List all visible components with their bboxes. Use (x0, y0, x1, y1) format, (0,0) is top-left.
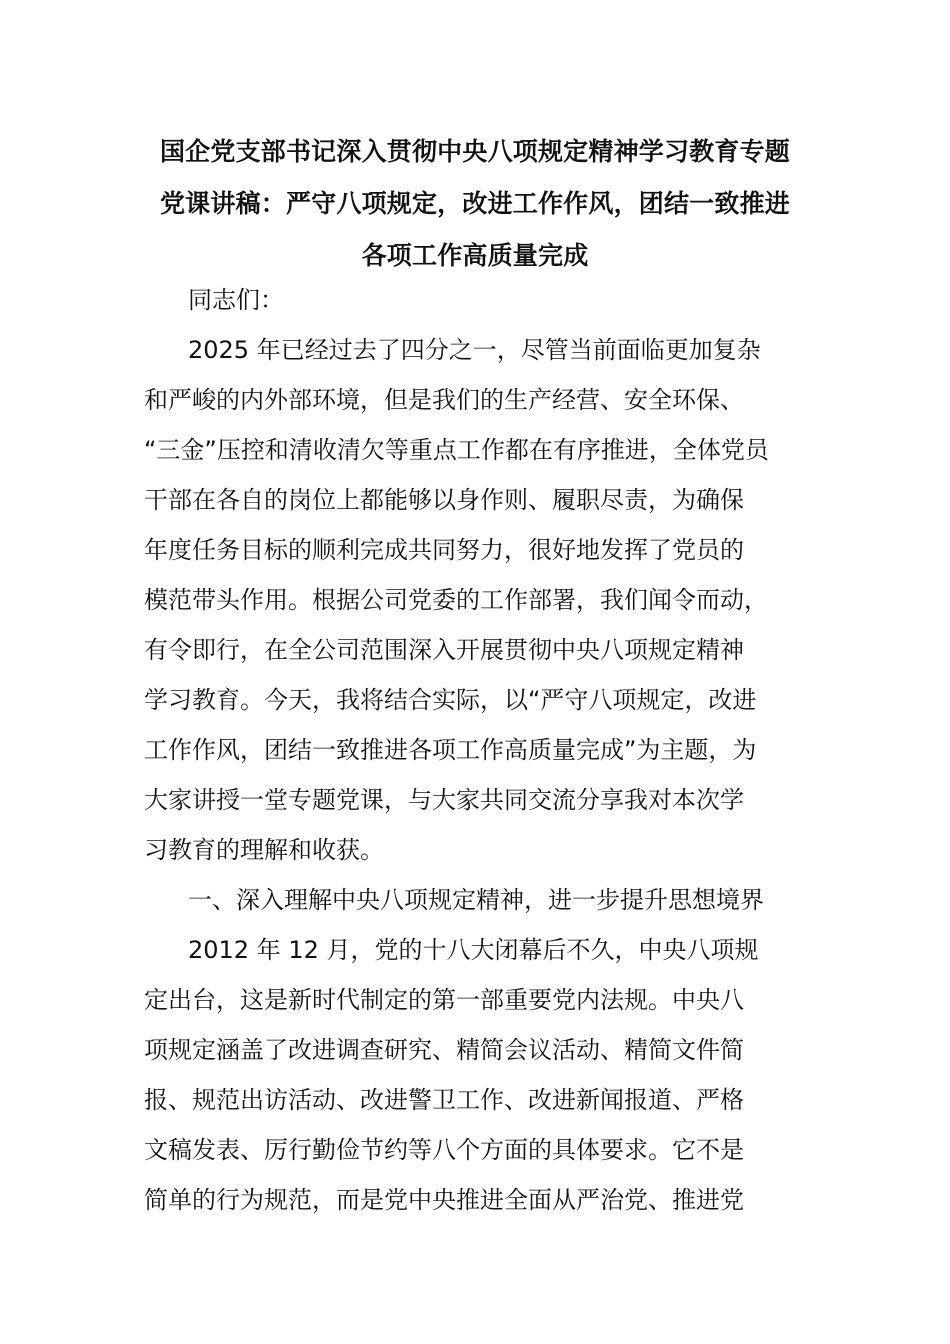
paragraph-line: 报、规范出访活动、改进警卫工作、改进新闻报道、严格 (144, 1086, 744, 1114)
paragraph-line: 学习教育。今天，我将结合实际，以“严守八项规定，改进 (144, 686, 757, 714)
paragraph-line: 模范带头作用。根据公司党委的工作部署，我们闻令而动， (144, 586, 768, 614)
paragraph-line: 干部在各自的岗位上都能够以身作则、履职尽责，为确保 (144, 486, 744, 514)
paragraph-line: 2012 年 12 月，党的十八大闭幕后不久，中央八项规 (188, 936, 759, 964)
paragraph-line: 有令即行，在全公司范围深入开展贯彻中央八项规定精神 (144, 636, 744, 664)
title-line: 党课讲稿：严守八项规定，改进工作作风，团结一致推进 (159, 189, 790, 218)
paragraph-line: 文稿发表、厉行勤俭节约等八个方面的具体要求。它不是 (144, 1136, 744, 1164)
paragraph-line: 工作作风，团结一致推进各项工作高质量完成”为主题，为 (144, 736, 757, 764)
paragraph-line: 年度任务目标的顺利完成共同努力，很好地发挥了党员的 (144, 536, 744, 564)
paragraph-line: 项规定涵盖了改进调查研究、精简会议活动、精简文件简 (144, 1036, 744, 1064)
paragraph-line: 定出台，这是新时代制定的第一部重要党内法规。中央八 (144, 986, 744, 1014)
salutation: 同志们： (188, 286, 284, 314)
document-body (144, 275, 814, 1225)
paragraph-line: “三金”压控和清收清欠等重点工作都在有序推进，全体党员 (144, 436, 769, 464)
title-line: 各项工作高质量完成 (361, 241, 589, 270)
paragraph-line: 大家讲授一堂专题党课，与大家共同交流分享我对本次学 (144, 786, 744, 814)
paragraph-line: 简单的行为规范，而是党中央推进全面从严治党、推进党 (144, 1186, 744, 1214)
title-line: 国企党支部书记深入贯彻中央八项规定精神学习教育专题 (159, 137, 790, 166)
paragraph-line: 2025 年已经过去了四分之一，尽管当前面临更加复杂 (188, 336, 761, 364)
section-heading: 一、深入理解中央八项规定精神，进一步提升思想境界 (188, 886, 764, 914)
paragraph-line: 习教育的理解和收获。 (144, 836, 384, 864)
paragraph-line: 和严峻的内外部环境，但是我们的生产经营、安全环保、 (144, 386, 744, 414)
document-title (140, 126, 810, 282)
